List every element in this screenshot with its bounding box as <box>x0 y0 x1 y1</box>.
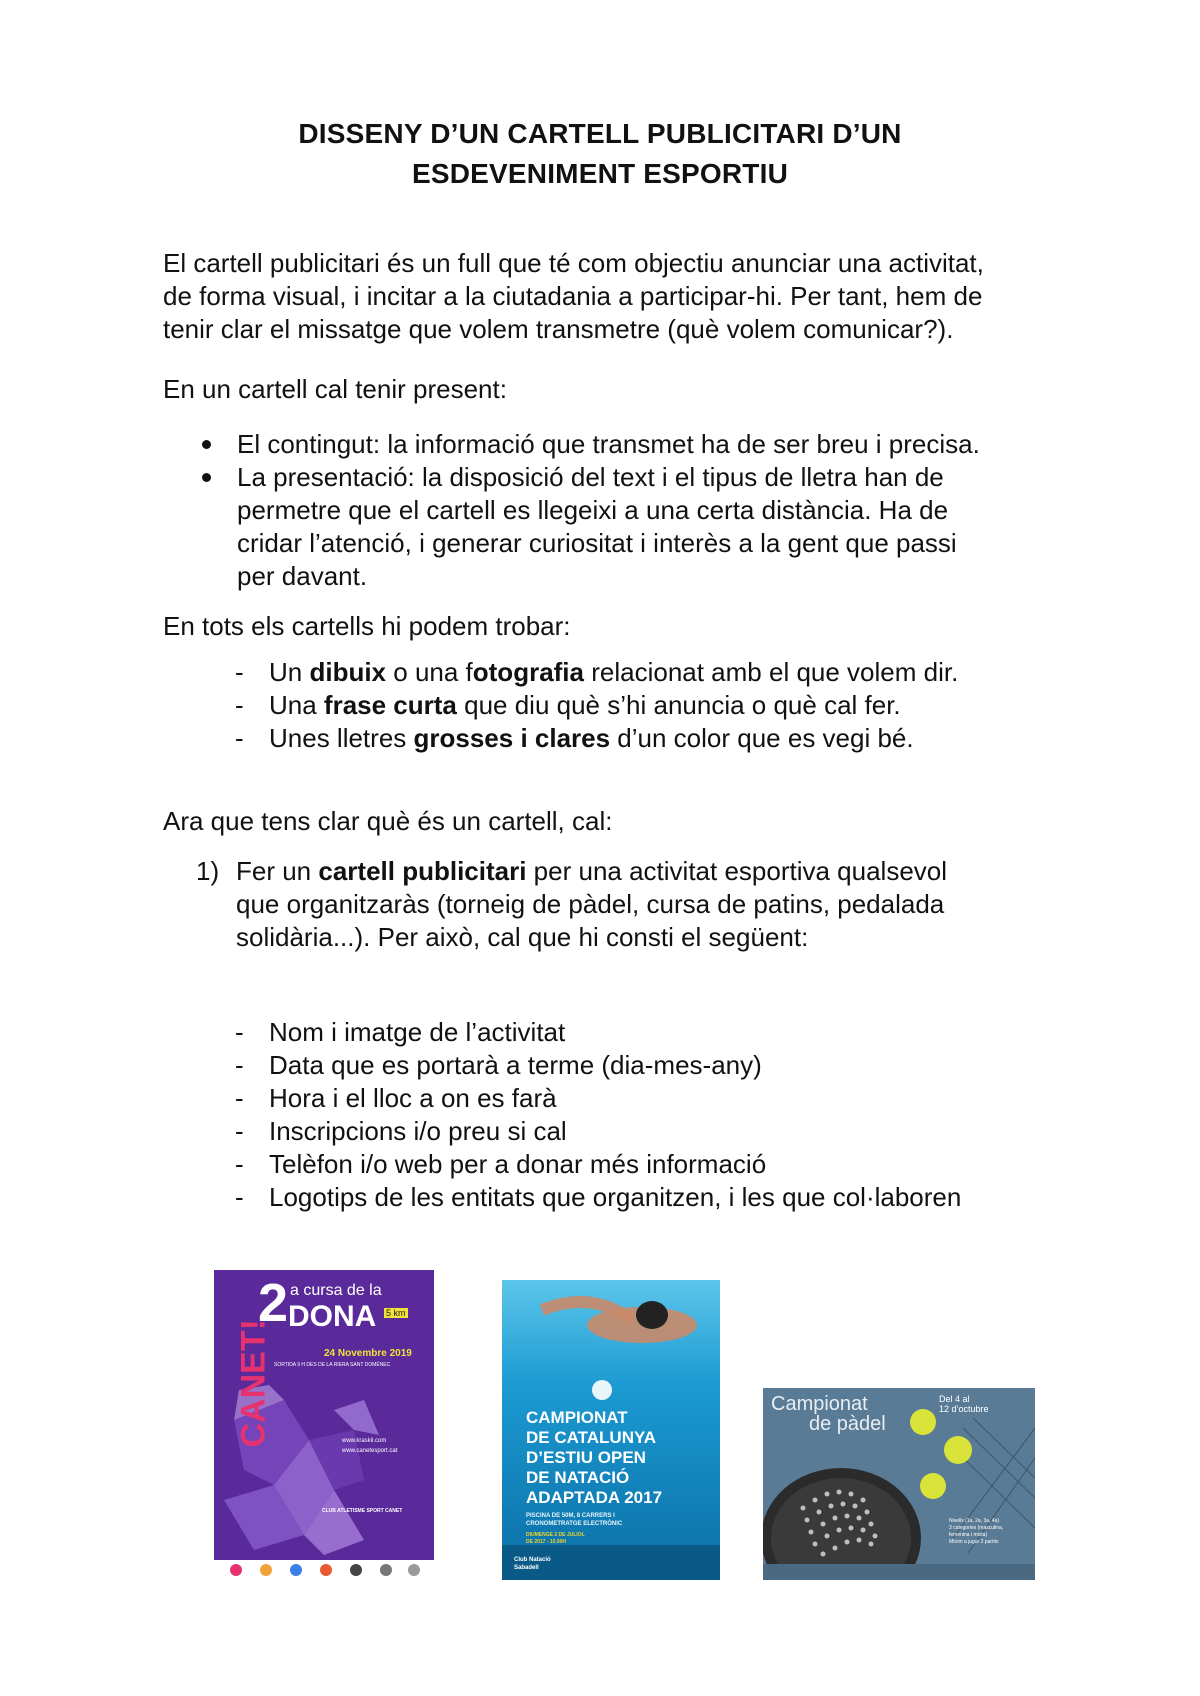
text-run: Un <box>269 657 310 687</box>
find-item-text <box>269 689 1049 722</box>
find-item-text <box>269 722 1049 755</box>
task-line <box>236 855 1048 888</box>
dash-marker: - <box>235 657 244 687</box>
poster-natacio-club-line: Club Natació <box>514 1557 551 1563</box>
bullet-line: per davant. <box>237 561 368 591</box>
poster-canet-sub: SORTIDA 9 H DES DE LA RIERA SANT DOMÈNEC <box>274 1362 391 1368</box>
poster-natacio-date <box>526 1532 585 1546</box>
requirement-text: Nom i imatge de l’activitat <box>269 1017 566 1047</box>
bold-run: grosses i clares <box>413 723 611 753</box>
bullet-item <box>200 461 1048 593</box>
poster-canet-vertical-text: CANET! <box>234 1319 273 1448</box>
text-run: Fer un <box>236 856 319 886</box>
poster-natacio-title-line: DE CATALUNYA <box>526 1428 657 1447</box>
intro-line: de forma visual, i incitar a la ciutadania a participar-hi. Per tant, hem de <box>163 281 983 311</box>
poster-natacio-title-line: DE NATACIÓ <box>526 1468 630 1487</box>
task-number: 1) <box>196 856 220 886</box>
poster-natacio-club <box>514 1556 551 1572</box>
task-line: solidària...). Per això, cal que hi consti el següent: <box>236 922 809 952</box>
poster-padel-title-2: de pàdel <box>809 1413 886 1435</box>
task-item <box>196 855 1048 954</box>
poster-padel-title-1: Campionat <box>771 1393 868 1415</box>
poster-canet-org: CLUB ATLETISME SPORT CANET <box>322 1508 403 1514</box>
poster-campionat-padel <box>763 1388 1035 1580</box>
dash-marker: - <box>235 1050 244 1080</box>
bullet-line: La presentació: la disposició del text i el tipus de lletra han de <box>237 462 944 492</box>
poster-natacio-title-line: CAMPIONAT <box>526 1408 628 1427</box>
poster-padel-info-line: Mínim a jugar 2 partits <box>949 1539 999 1545</box>
dash-marker: - <box>235 1149 244 1179</box>
dash-marker: - <box>235 690 244 720</box>
poster-natacio-sub-line: PISCINA DE 50M, 8 CARRERS I <box>526 1513 615 1519</box>
task-text <box>236 855 1048 954</box>
task-line: que organitzaràs (torneig de pàdel, cursa de patins, pedalada <box>236 889 945 919</box>
poster-canet-line-a: a cursa de la <box>290 1282 382 1299</box>
bold-run: otografia <box>472 657 584 687</box>
poster-natacio-adaptada <box>502 1280 720 1580</box>
requirement-text: Logotips de les entitats que organitzen, i les que col·laboren <box>269 1182 962 1212</box>
document-title-line-1: DISSENY D’UN CARTELL PUBLICITARI D’UN <box>298 118 902 149</box>
poster-canet-web2: www.canetesport.cat <box>342 1448 398 1454</box>
poster-padel-info-line: 3 categories (masculina, <box>949 1525 1004 1531</box>
text-run: Unes lletres <box>269 723 414 753</box>
poster-natacio-date-line: DIUMENGE 2 DE JULIOL <box>526 1532 585 1538</box>
poster-canet-date: 24 Novembre 2019 <box>324 1348 412 1359</box>
task-heading: Ara que tens clar què és un cartell, cal: <box>163 806 613 836</box>
text-run: d’un color que es vegi bé. <box>610 723 914 753</box>
poster-padel-dates <box>939 1394 989 1414</box>
poster-padel-info <box>949 1518 1003 1546</box>
bullet-item <box>200 428 1048 461</box>
dash-marker: - <box>235 723 244 753</box>
poster-cursa-dona <box>214 1270 434 1580</box>
poster-padel-artwork <box>763 1388 1035 1580</box>
requirement-text: Hora i el lloc a on es farà <box>269 1083 557 1113</box>
poster-natacio-title <box>526 1408 662 1508</box>
poster-padel-info-line: Nivells (1a, 2a, 3a, 4a) <box>949 1518 1000 1524</box>
poster-natacio-date-line: DE 2017 - 10.00H <box>526 1539 567 1545</box>
poster-padel-dates-line: Del 4 al <box>939 1394 970 1404</box>
poster-canet-web1: www.kraskil.com <box>342 1438 387 1444</box>
dash-marker: - <box>235 1116 244 1146</box>
bullet-line: El contingut: la informació que transmet ha de ser breu i precisa. <box>237 429 980 459</box>
intro-line: tenir clar el missatge que volem transmetre (què volem comunicar?). <box>163 314 954 344</box>
dash-marker: - <box>235 1182 244 1212</box>
bold-run: dibuix <box>309 657 387 687</box>
poster-canet-number: 2 <box>258 1273 289 1333</box>
find-item-text <box>269 656 1049 689</box>
poster-canet-dona: DONA <box>288 1300 377 1333</box>
dash-marker: - <box>235 1083 244 1113</box>
text-run: o una f <box>386 657 473 687</box>
text-run: relacionat amb el que volem dir. <box>584 657 959 687</box>
poster-natacio-sub <box>526 1512 622 1528</box>
intro-paragraph <box>163 247 1048 346</box>
text-run: per una activitat esportiva qualsevol <box>526 856 948 886</box>
bullet-line: permetre que el cartell es llegeixi a una certa distància. Ha de <box>237 495 949 525</box>
bold-run: frase curta <box>323 690 457 720</box>
requirement-text: Telèfon i/o web per a donar més informació <box>269 1149 767 1179</box>
document-title-line-2: ESDEVENIMENT ESPORTIU <box>411 158 789 189</box>
poster-natacio-title-line: ADAPTADA 2017 <box>526 1488 663 1507</box>
poster-natacio-club-line: Sabadell <box>514 1565 539 1571</box>
present-heading: En un cartell cal tenir present: <box>163 374 507 404</box>
poster-canet-km: 5 km <box>386 1308 406 1318</box>
dash-marker: - <box>235 1017 244 1047</box>
bullet-text <box>237 461 1048 593</box>
poster-natacio-title-line: D’ESTIU OPEN <box>526 1448 646 1467</box>
bold-run: cartell publicitari <box>318 856 527 886</box>
requirement-text: Inscripcions i/o preu si cal <box>269 1116 567 1146</box>
bullet-line: cridar l’atenció, i generar curiositat i interès a la gent que passi <box>237 528 957 558</box>
poster-padel-dates-line: 12 d’octubre <box>939 1404 989 1414</box>
poster-padel-info-line: femenina i mixta) <box>949 1532 988 1538</box>
requirement-text: Data que es portarà a terme (dia-mes-any) <box>269 1050 762 1080</box>
find-heading: En tots els cartells hi podem trobar: <box>163 611 571 641</box>
poster-natacio-sub-line: CRONOMETRATGE ELECTRÒNIC <box>526 1521 623 1527</box>
intro-line: El cartell publicitari és un full que té com objectiu anunciar una activitat, <box>163 248 984 278</box>
text-run: Una <box>269 690 324 720</box>
text-run: que diu què s’hi anuncia o què cal fer. <box>456 690 901 720</box>
